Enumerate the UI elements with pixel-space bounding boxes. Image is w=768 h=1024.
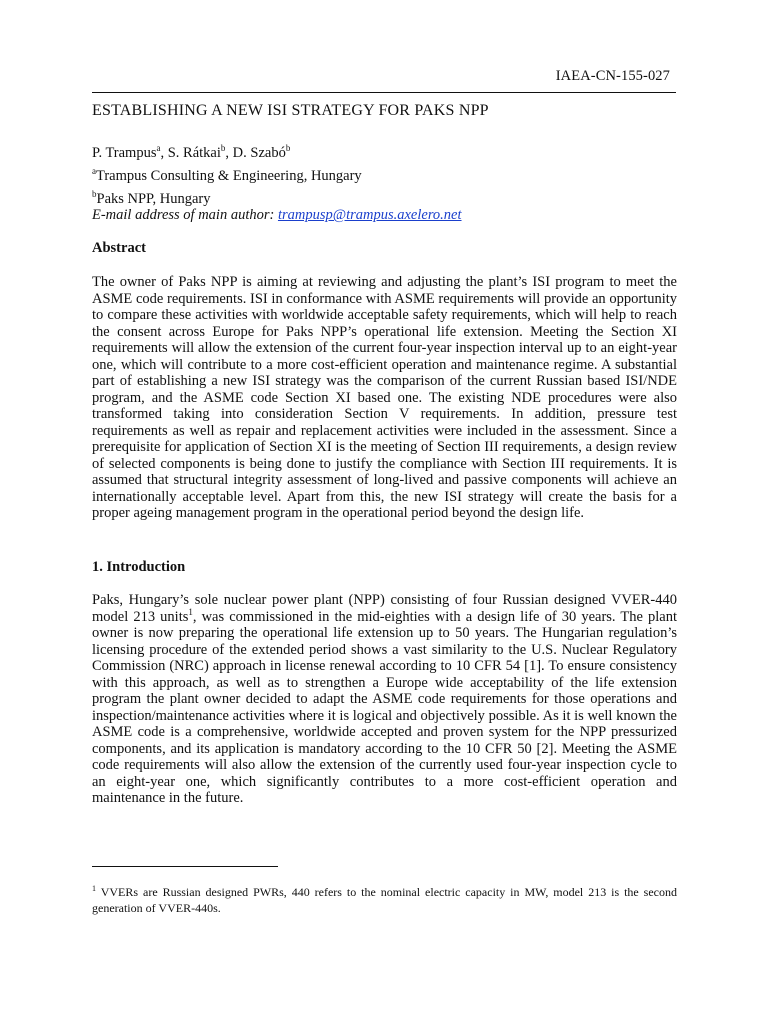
footnote-mark: 1 [92, 884, 96, 893]
affiliation-a [92, 162, 362, 185]
document-id: IAEA-CN-155-027 [555, 68, 670, 84]
footnote-reference[interactable]: 1 [188, 606, 193, 617]
author-line [92, 139, 362, 162]
footnote [92, 884, 677, 916]
abstract-paragraph: The owner of Paks NPP is aiming at reviewing and adjusting the plant’s ISI program to meet the ASME code requirements. ISI in conformance with ASME requirements will provide an opportunity to compare these activities with worldwide acceptable safety requirements, which will help to reach the consent across Europe for Paks NPP’s operational life extension. Meeting the Section XI requirements will allow the extension of the current four-year inspection interval up to an eight-year one, which will contribute to a more cost-efficient operation and maintenance regime. A substantial part of establishing a new ISI strategy was the comparison of the current Russian based ISI/NDE program, and the ASME code Section XI based one. The existing NDE procedures were also transformed taking into consideration Section V requirements. In addition, pressure test requirements as well as repair and replacement activities were included in the assessment. Since a prerequisite for application of Section XI is the meeting of Section III requirements, a design review of selected components is being done to justify the compliance with Section III requirements. It is assumed that structural integrity assessment of long-lived and passive components will achieve an internationally acceptable level. Apart from this, the new ISI strategy will create the basis for a proper ageing management program in the operational period beyond the design life. [92, 274, 677, 521]
introduction-heading: 1. Introduction [92, 559, 186, 575]
footnote-rule [92, 866, 278, 867]
author-name: P. Trampus [92, 144, 157, 161]
affiliation-text: Trampus Consulting & Engineering, Hungary [96, 167, 362, 184]
email-line [92, 207, 462, 224]
intro-text-part1: Paks, Hungary’s sole nuclear power plant (NPP) consisting of four Russian designed VVER-440 model 213 units [92, 592, 677, 625]
intro-text-part2: , was commissioned in the mid-eighties with a design life of 30 years. The plant owner is now preparing the operational life extension up to 50 years. The Hungarian regulation’s licensing procedure of the extended period shows a vast similarity to the U.S. Nuclear Regulatory Commission (NRC) approach in license renewal according to 10 CFR 54 [1]. To ensure consistency with this approach, as well as to strengthen a Europe wide acceptability of the life extension program the plant owner decided to adapt the ASME code requirements for those operations and inspection/maintenance activities where it is logical and objectively possible. As it is well known the ASME code is a comprehensive, worldwide accepted and proven system for the NPP pressurized components, and its application is mandatory according to the 10 CFR 50 [2]. Meeting the ASME code requirements will also allow the extension of the currently used four-year inspection cycle to an eight-year one, which significantly contributes to a more cost-efficient operation and maintenance in the future. [92, 608, 677, 806]
affiliation-mark: b [220, 143, 226, 153]
affiliation-mark: b [92, 188, 97, 199]
footnote-text: VVERs are Russian designed PWRs, 440 refers to the nominal electric capacity in MW, model 213 is the second generation of VVER-440s. [92, 885, 677, 915]
introduction-paragraph [92, 592, 677, 807]
email-label: E-mail address of main author: [92, 207, 278, 223]
email-link[interactable]: trampusp@trampus.axelero.net [277, 207, 462, 223]
author-separator: , [225, 144, 233, 161]
abstract-heading: Abstract [92, 240, 146, 256]
affiliation-text: Paks NPP, Hungary [96, 190, 211, 207]
author-block [92, 139, 362, 207]
affiliation-mark: b [285, 143, 291, 153]
affiliation-mark: a [156, 143, 161, 153]
affiliation-mark: a [92, 165, 96, 176]
paper-title: ESTABLISHING A NEW ISI STRATEGY FOR PAKS NPP [92, 102, 489, 119]
header-rule [92, 92, 676, 93]
author-name: D. Szabó [232, 144, 286, 161]
author-name: S. Rátkai [167, 144, 221, 161]
affiliation-b [92, 185, 362, 208]
author-separator: , [160, 144, 168, 161]
